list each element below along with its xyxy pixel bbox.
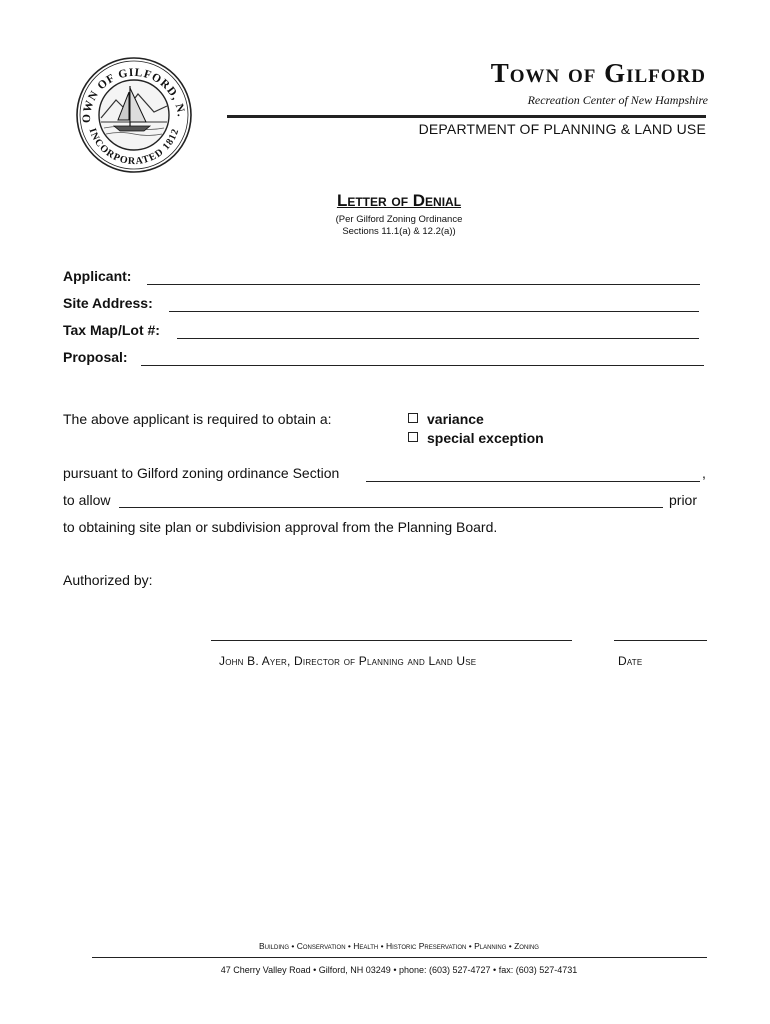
tax-map-label: Tax Map/Lot #: xyxy=(63,322,160,338)
department-name: DEPARTMENT OF PLANNING & LAND USE xyxy=(418,121,706,137)
town-tagline: Recreation Center of New Hampshire xyxy=(527,93,708,107)
header-divider xyxy=(227,115,706,118)
document-subtitle-line2: Sections 11.1(a) & 12.2(a)) xyxy=(342,226,456,237)
proposal-field[interactable] xyxy=(141,365,704,366)
special-exception-option[interactable] xyxy=(408,430,544,446)
authorized-by-label: Authorized by: xyxy=(63,572,153,588)
site-address-label: Site Address: xyxy=(63,295,153,311)
special-exception-checkbox[interactable] xyxy=(408,432,418,442)
proposal-label: Proposal: xyxy=(63,349,128,365)
document-title: Letter of Denial xyxy=(336,191,462,210)
date-signature-line[interactable] xyxy=(614,640,707,641)
seal-text-top: OWN OF GILFORD, N. xyxy=(80,66,187,124)
site-address-field[interactable] xyxy=(169,311,699,312)
variance-option[interactable] xyxy=(408,411,484,427)
document-subtitle-line1: (Per Gilford Zoning Ordinance xyxy=(335,214,463,225)
seal-text-bottom: INCORPORATED 1812 xyxy=(86,126,182,168)
variance-checkbox[interactable] xyxy=(408,413,418,423)
director-signature-line[interactable] xyxy=(211,640,572,641)
pursuant-text: pursuant to Gilford zoning ordinance Section xyxy=(63,465,340,481)
prior-text: prior xyxy=(669,492,698,508)
director-label: John B. Ayer, Director of Planning and Land Use xyxy=(219,654,477,668)
applicant-field[interactable] xyxy=(147,284,700,285)
tax-map-field[interactable] xyxy=(177,338,699,339)
ordinance-section-field[interactable] xyxy=(366,481,700,482)
requirement-text: The above applicant is required to obtain a: xyxy=(63,411,332,427)
date-label: Date xyxy=(618,654,643,668)
closing-text: to obtaining site plan or subdivision approval from the Planning Board. xyxy=(63,519,498,535)
footer-divider xyxy=(92,957,707,958)
pursuant-comma: , xyxy=(702,465,706,481)
variance-label: variance xyxy=(427,411,484,427)
footer-address: 47 Cherry Valley Road • Gilford, NH 03249 • phone: (603) 527-4727 • fax: (603) 527-4731 xyxy=(220,965,578,975)
special-exception-label: special exception xyxy=(427,430,544,446)
footer-services: Building • Conservation • Health • Historic Preservation • Planning • Zoning xyxy=(259,941,539,951)
town-seal xyxy=(74,56,194,174)
applicant-label: Applicant: xyxy=(63,268,132,284)
town-name: Town of Gilford xyxy=(490,58,706,88)
to-allow-text: to allow xyxy=(63,492,111,508)
to-allow-field[interactable] xyxy=(119,507,663,508)
